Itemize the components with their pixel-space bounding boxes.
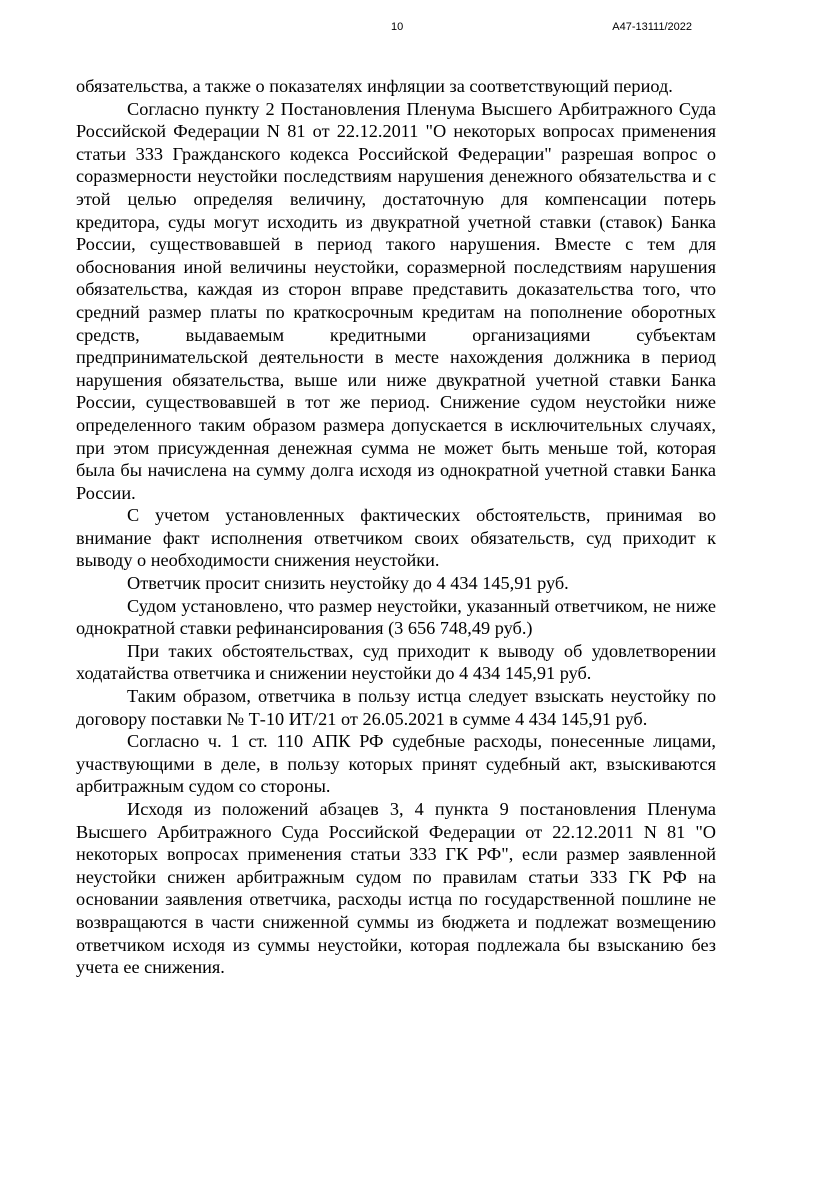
document-body xyxy=(76,75,716,979)
paragraph-conclusion: При таких обстоятельствах, суд приходит к выводу об удовлетворении ходатайства ответчика и снижении неустойки до 4 434 145,91 руб. xyxy=(76,640,716,684)
paragraph-plenum-clause-2: Согласно пункту 2 Постановления Пленума Высшего Арбитражного Суда Российской Федерации N 81 от 22.12.2011 "О некоторых вопросах применения статьи 333 Гражданского кодекса Российской Федерации" разрешая вопрос о соразмерности неустойки последствиям нарушения денежного обязательства и с этой целью определяя величину, достаточную для компенсации потерь кредитора, суды могут исходить из двукратной учетной ставки (ставок) Банка России, существовавшей в период такого нарушения. Вместе с тем для обоснования иной величины неустойки, соразмерной последствиям нарушения обязательства, каждая из сторон вправе представить доказательства того, что средний размер платы по краткосрочным кредитам на пополнение оборотных средств, выдаваемым кредитными организациями субъектам предпринимательской деятельности в месте нахождения должника в период нарушения обязательства, выше или ниже двукратной учетной ставки Банка России, существовавшей в тот же период. Снижение судом неустойки ниже определенного таким образом размера допускается в исключительных случаях, при этом присужденная денежная сумма не может быть меньше той, которая была бы начислена на сумму долга исходя из однократной учетной ставки Банка России. xyxy=(76,98,716,503)
case-number: А47-13111/2022 xyxy=(612,21,692,33)
paragraph-penalty-recovery: Таким образом, ответчика в пользу истца следует взыскать неустойку по договору поставки № Т-10 ИТ/21 от 26.05.2021 в сумме 4 434 145,91 руб. xyxy=(76,686,716,729)
paragraph-continuation: обязательства, а также о показателях инфляции за соответствующий период. xyxy=(76,76,673,96)
paragraph-state-duty: Исходя из положений абзацев 3, 4 пункта 9 постановления Пленума Высшего Арбитражного Суда Российской Федерации от 22.12.2011 N 81 "О некоторых вопросах применения статьи 333 ГК РФ", если размер заявленной неустойки снижен арбитражным судом по правилам статьи 333 ГК РФ на основании заявления ответчика, расходы истца по государственной пошлине не возвращаются в части сниженной суммы из бюджета и подлежат возмещению ответчиком исходя из суммы неустойки, которая подлежала бы взысканию без учета ее снижения. xyxy=(76,799,716,978)
paragraph-court-costs: Согласно ч. 1 ст. 110 АПК РФ судебные расходы, понесенные лицами, участвующими в деле, в пользу которых принят судебный акт, взыскиваются арбитражным судом со стороны. xyxy=(76,731,716,797)
paragraph-circumstances: С учетом установленных фактических обстоятельств, принимая во внимание факт исполнения ответчиком своих обязательств, суд приходит к выводу о необходимости снижения неустойки. xyxy=(76,505,716,571)
paragraph-defendant-request: Ответчик просит снизить неустойку до 4 434 145,91 руб. xyxy=(127,573,569,594)
page-number: 10 xyxy=(391,21,404,33)
paragraph-court-finding: Судом установлено, что размер неустойки, указанный ответчиком, не ниже однократной ставки рефинансирования (3 656 748,49 руб.) xyxy=(76,595,716,639)
